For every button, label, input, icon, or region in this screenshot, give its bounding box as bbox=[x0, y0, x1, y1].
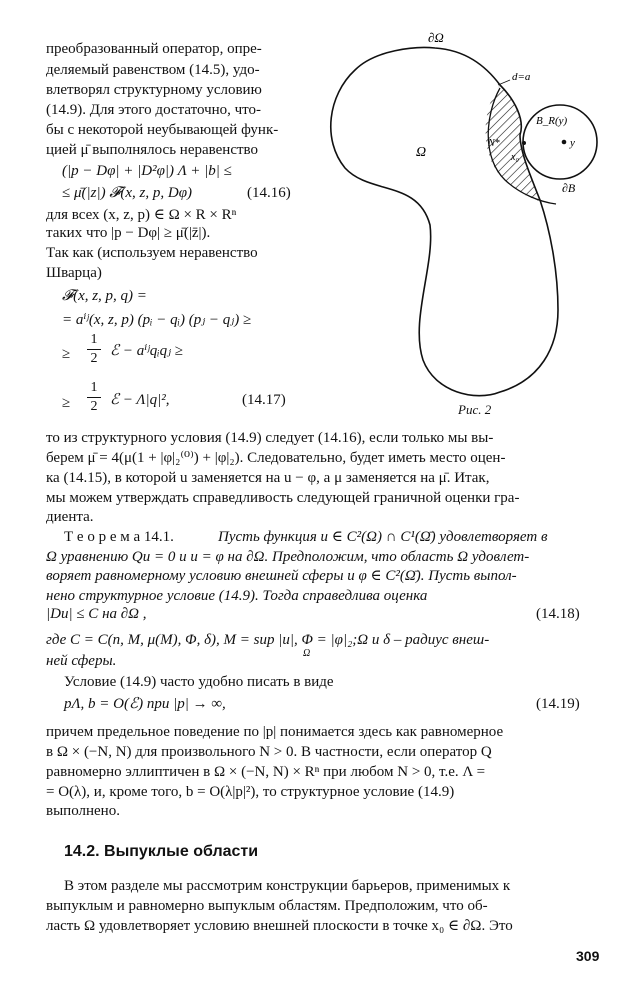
section-title: 14.2. Выпуклые области bbox=[64, 843, 259, 860]
inequality-line: ≤ μ̄(|z|) 𝓕(x, z, p, Dφ) bbox=[62, 185, 193, 201]
formula-line: ℰ − Λ|q|², bbox=[110, 392, 170, 408]
text-line: бы с некоторой неубывающей функ- bbox=[46, 122, 279, 138]
formula-line: = aⁱʲ(x, z, p) (pᵢ − qᵢ) (pⱼ − qⱼ) ≥ bbox=[62, 312, 252, 328]
text-line: где C = C(n, M, μ(M), Φ, δ), M = sup |u|, Φ = |φ|₂;Ω и δ – радиус внеш- bbox=[46, 632, 490, 648]
equation-number: (14.17) bbox=[242, 392, 286, 408]
page-number: 309 bbox=[576, 948, 600, 964]
theorem-line: Пусть функция u ∈ C²(Ω) ∩ C¹(Ω̄) удовлетворяет в bbox=[218, 529, 548, 545]
label-boundary: ∂Ω bbox=[428, 30, 444, 45]
leader-line bbox=[498, 80, 510, 85]
theorem-line: воряет равномерному условию внешней сферы и φ ∈ C²(Ω̄). Пусть выпол- bbox=[46, 568, 517, 584]
text-line: причем предельное поведение по |p| понимается здесь как равномерное bbox=[46, 724, 504, 740]
theorem-line: нено структурное условие (14.9). Тогда справедлива оценка bbox=[46, 588, 428, 604]
text-line: в Ω × (−N, N) для произвольного N > 0. В частности, если оператор Q bbox=[46, 744, 492, 760]
text-line: влетворял структурному условию bbox=[46, 82, 262, 98]
label-y: y bbox=[570, 137, 575, 149]
fraction-numerator: 1 bbox=[90, 380, 98, 395]
label-dB: ∂B bbox=[562, 181, 576, 195]
text-line: В этом разделе мы рассмотрим конструкции барьеров, применимых к bbox=[64, 878, 511, 894]
text-line: Условие (14.9) часто удобно писать в виде bbox=[64, 674, 334, 690]
text-line: выпуклым и равномерно выпуклым областям. Предположим, что об- bbox=[46, 898, 488, 914]
fraction-denominator: 2 bbox=[90, 399, 98, 414]
text-line: преобразованный оператор, опре- bbox=[46, 41, 262, 57]
formula-line: 𝓕(x, z, p, q) = bbox=[62, 288, 147, 304]
figure-domain-ball bbox=[300, 30, 630, 430]
formula-symbol: ≥ bbox=[62, 346, 71, 362]
inequality-line: (|p − Dφ| + |D²φ|) Λ + |b| ≤ bbox=[62, 163, 232, 179]
text-line: для всех (x, z, p) ∈ Ω × R × Rⁿ bbox=[46, 207, 237, 223]
text-line: (14.9). Для этого достаточно, что- bbox=[46, 102, 262, 118]
text-line: ней сферы. bbox=[46, 653, 117, 669]
fraction-denominator: 2 bbox=[90, 351, 98, 366]
equation-number: (14.18) bbox=[536, 606, 580, 622]
text-line: диента. bbox=[46, 509, 94, 525]
text-line: берем μ̄ = 4(μ(1 + |φ|₂⁽⁰⁾) + |φ|₂). Следовательно, будет иметь место оцен- bbox=[46, 450, 506, 466]
estimate-formula: |Du| ≤ C на ∂Ω , bbox=[46, 606, 147, 622]
text-line: выполнено. bbox=[46, 803, 120, 819]
theorem-heading: Т е о р е м а 14.1. bbox=[64, 529, 174, 545]
label-x0: x₀ bbox=[511, 152, 519, 163]
formula-symbol: ≥ bbox=[62, 395, 71, 411]
fraction-bar bbox=[87, 397, 101, 398]
label-d: d=a bbox=[512, 71, 531, 83]
text-line: цией μ̄ выполнялось неравенство bbox=[46, 142, 259, 158]
label-ball: B_R(y) bbox=[536, 115, 568, 127]
text-line: то из структурного условия (14.9) следует (14.16), если только мы вы- bbox=[46, 430, 494, 446]
text-line: ласть Ω удовлетворяет условию внешней плоскости в точке x₀ ∈ ∂Ω. Это bbox=[46, 918, 513, 934]
label-omega: Ω bbox=[416, 145, 427, 160]
sup-subscript: Ω bbox=[303, 648, 311, 659]
text-line: ка (14.15), в которой u заменяется на u − φ, а μ заменяется на μ̄. Итак, bbox=[46, 470, 490, 486]
formula-line: ℰ − aⁱʲqᵢqⱼ ≥ bbox=[110, 343, 184, 359]
condition-formula: pΛ, b = O(ℰ) при |p| → ∞, bbox=[64, 696, 226, 712]
label-n: N* bbox=[488, 138, 500, 149]
figure-caption: Рис. 2 bbox=[458, 402, 492, 417]
domain-boundary bbox=[331, 48, 558, 396]
text-line: равномерно эллиптичен в Ω × (−N, N) × Rⁿ при любом N > 0, т.е. Λ = bbox=[46, 764, 486, 780]
text-line: = O(λ), и, кроме того, b = O(λ|p|²), то структурное условие (14.9) bbox=[46, 784, 455, 800]
contact-point bbox=[522, 141, 526, 145]
center-point bbox=[562, 140, 567, 145]
text-line: деляемый равенством (14.5), удо- bbox=[46, 62, 260, 78]
fraction-numerator: 1 bbox=[90, 332, 98, 347]
equation-number: (14.16) bbox=[247, 185, 291, 201]
text-line: таких что |p − Dφ| ≥ μ̄(|z̄|). bbox=[46, 225, 211, 241]
text-line: мы можем утверждать справедливость следующей граничной оценки гра- bbox=[46, 490, 520, 506]
fraction-bar bbox=[87, 349, 101, 350]
text-line: Так как (используем неравенство bbox=[46, 245, 258, 261]
text-line: Шварца) bbox=[46, 265, 102, 281]
theorem-line: Ω уравнению Qu = 0 и u = φ на ∂Ω. Предположим, что область Ω удовлет- bbox=[46, 549, 530, 565]
equation-number: (14.19) bbox=[536, 696, 580, 712]
